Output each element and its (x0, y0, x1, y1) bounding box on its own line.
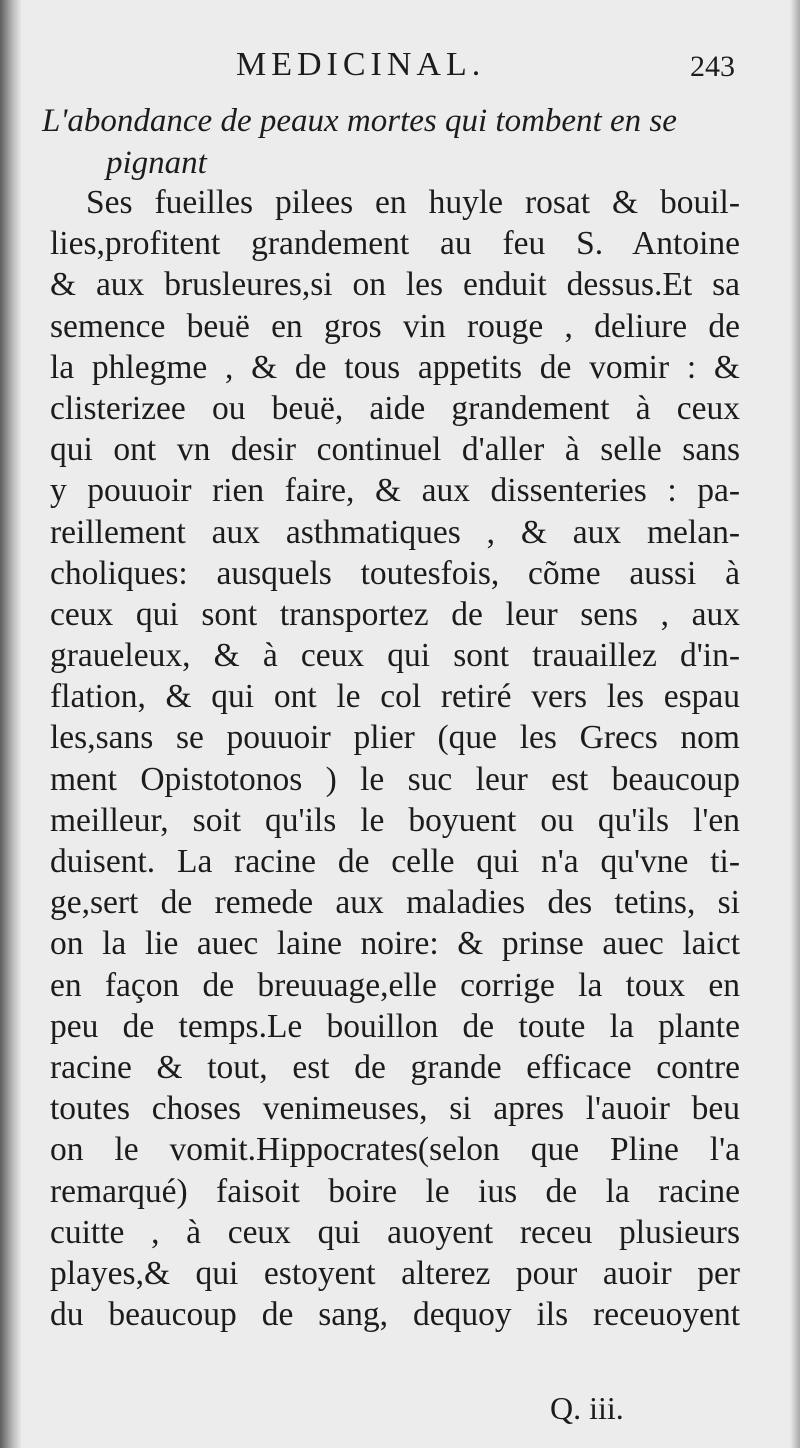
text-line: les,sans se pouuoir plier (que les Grecs nom (50, 719, 740, 757)
text-line: & aux brusleures,si on les enduit dessus.Et sa (50, 266, 740, 304)
text-line: on la lie auec laine noire: & prinse auec laict (50, 925, 740, 963)
text-line: ge,sert de remede aux maladies des tetins, si (50, 884, 740, 922)
running-title: MEDICINAL. (236, 46, 486, 83)
text-line: en façon de breuuage,elle corrige la toux en (50, 966, 740, 1004)
text-line: cuitte , à ceux qui auoyent receu plusieurs (50, 1213, 740, 1251)
text-line: choliques: ausquels toutesfois, cõme aussi à (50, 554, 740, 592)
text-line: qui ont vn desir continuel d'aller à selle sans (50, 431, 740, 469)
text-line: graueleux, & à ceux qui sont trauaillez d'in- (50, 637, 740, 675)
section-heading-line-1: L'abondance de peaux mortes qui tombent en se (42, 103, 677, 139)
text-line: clisterizee ou beuë, aide grandement à ceux (50, 389, 740, 427)
section-heading (42, 100, 742, 184)
text-line: toutes choses venimeuses, si apres l'auoir beu (50, 1090, 740, 1128)
text-line: lies,profitent grandement au feu S. Antoine (50, 225, 740, 263)
text-line: Ses fueilles pilees en huyle rosat & bouil- (86, 184, 740, 221)
text-line: y pouuoir rien faire, & aux dissenteries : pa- (50, 472, 740, 510)
text-line: reillement aux asthmatiques , & aux melan- (50, 513, 740, 551)
text-line: duisent. La racine de celle qui n'a qu'vne ti- (50, 843, 740, 880)
page-gutter-shadow (0, 0, 22, 1448)
page-header (0, 42, 800, 92)
page-number: 243 (690, 50, 735, 83)
section-heading-line-2: pignant (106, 145, 207, 181)
text-line: flation, & qui ont le col retiré vers les espau (50, 678, 740, 716)
text-line: racine & tout, est de grande efficace contre (50, 1048, 740, 1086)
text-line: on le vomit.Hippocrates(selon que Pline l'a (50, 1131, 740, 1169)
text-line: meilleur, soit qu'ils le boyuent ou qu'ils l'en (50, 801, 740, 839)
page-edge (790, 0, 800, 1448)
text-line: playes,& qui estoyent alterez pour auoir per (50, 1254, 740, 1292)
text-line: ceux qui sont transportez de leur sens , aux (50, 595, 740, 633)
text-line: peu de temps.Le bouillon de toute la plante (50, 1007, 740, 1045)
text-line: ment Opistotonos ) le suc leur est beaucoup (50, 760, 740, 798)
text-line: semence beuë en gros vin rouge , deliure de (50, 307, 740, 345)
signature-mark: Q. iii. (550, 1390, 624, 1426)
body-text (50, 182, 740, 1335)
text-line: remarqué) faisoit boire le ius de la racine (50, 1172, 740, 1210)
text-line: la phlegme , & de tous appetits de vomir : & (50, 348, 740, 386)
text-line: du beaucoup de sang, dequoy ils receuoyent (50, 1296, 740, 1334)
